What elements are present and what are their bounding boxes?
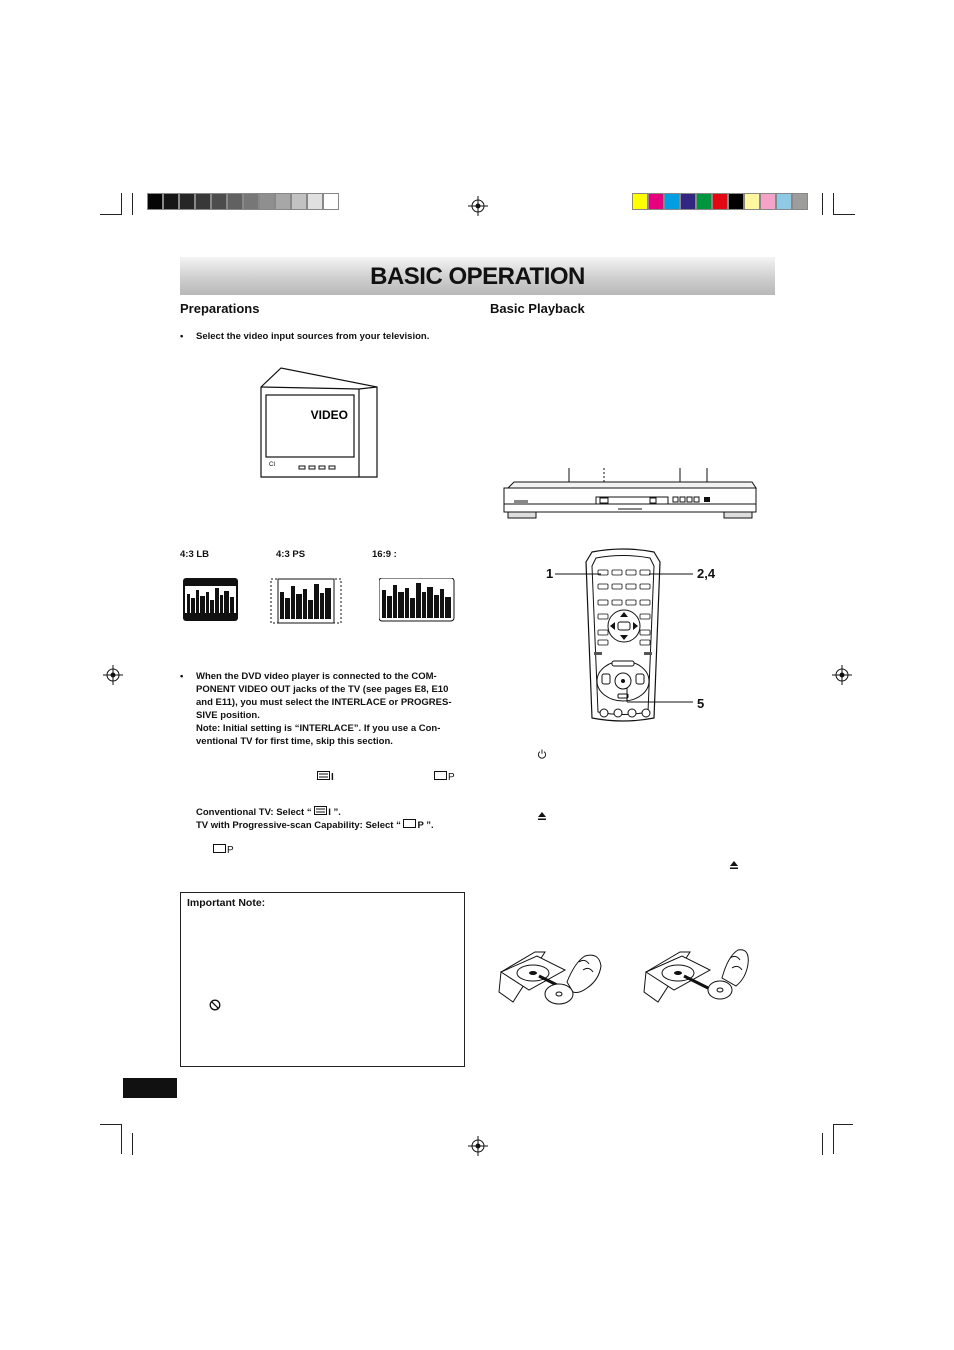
disc-loading-illustration-right	[640, 942, 750, 1012]
bullet-marker: •	[180, 331, 184, 342]
widescreen-illustration	[379, 578, 455, 622]
aspect-label-wide: 16:9 :	[372, 549, 397, 560]
prohibit-icon	[209, 999, 221, 1011]
progressive-icon	[403, 819, 417, 829]
aspect-label-lb: 4:3 LB	[180, 549, 210, 560]
eject-icon	[729, 860, 739, 870]
eject-icon	[537, 811, 547, 821]
progressive-icon: P	[213, 844, 234, 856]
conventional-tv-line: Conventional TV: Select “ I ”.	[196, 807, 341, 818]
callout-label-2-4: 2,4	[697, 566, 716, 581]
registration-mark-icon	[468, 1136, 488, 1156]
progressive-icon: P	[434, 771, 455, 783]
registration-mark-icon	[468, 196, 488, 216]
disc-loading-illustration-left	[495, 942, 605, 1012]
important-note-box	[180, 892, 465, 1067]
progressive-tv-line: TV with Progressive-scan Capability: Select “ P ”.	[196, 820, 434, 831]
callout-label-1: 1	[546, 566, 554, 581]
grayscale-color-bar	[147, 193, 339, 210]
tv-screen-label: VIDEO	[310, 408, 348, 422]
preparations-bullet-1: Select the video input sources from your television.	[196, 331, 430, 342]
tv-illustration	[259, 365, 379, 481]
bullet-marker: •	[180, 671, 184, 682]
basic-playback-heading: Basic Playback	[490, 301, 585, 316]
aspect-label-ps: 4:3 PS	[276, 549, 306, 560]
title-banner	[180, 257, 775, 295]
preparations-bullet-2: When the DVD video player is connected to the COM- PONENT VIDEO OUT jacks of the TV (see pages E8, E10 and E11), you must select the INTERLACE or PROGRES- SIVE position. Note: Initial setting is “INTERLACE”. If you use a Con- ventional TV for first time, skip this section.	[196, 671, 452, 747]
important-note-heading: Important Note:	[187, 897, 266, 909]
letterbox-illustration	[183, 578, 239, 622]
registration-mark-icon	[103, 665, 123, 685]
process-color-bar	[632, 193, 808, 210]
remote-callout-lines	[545, 566, 705, 706]
page-title: BASIC OPERATION	[370, 263, 585, 290]
interlace-icon	[314, 806, 328, 816]
pan-scan-illustration	[270, 578, 342, 624]
power-icon	[537, 749, 547, 759]
page-number-tab	[123, 1078, 177, 1098]
dvd-player-illustration	[500, 466, 760, 522]
interlace-icon: I	[317, 771, 334, 783]
tv-corner-label: CI	[269, 462, 275, 468]
callout-label-5: 5	[697, 696, 705, 711]
preparations-heading: Preparations	[180, 301, 260, 316]
registration-mark-icon	[832, 665, 852, 685]
